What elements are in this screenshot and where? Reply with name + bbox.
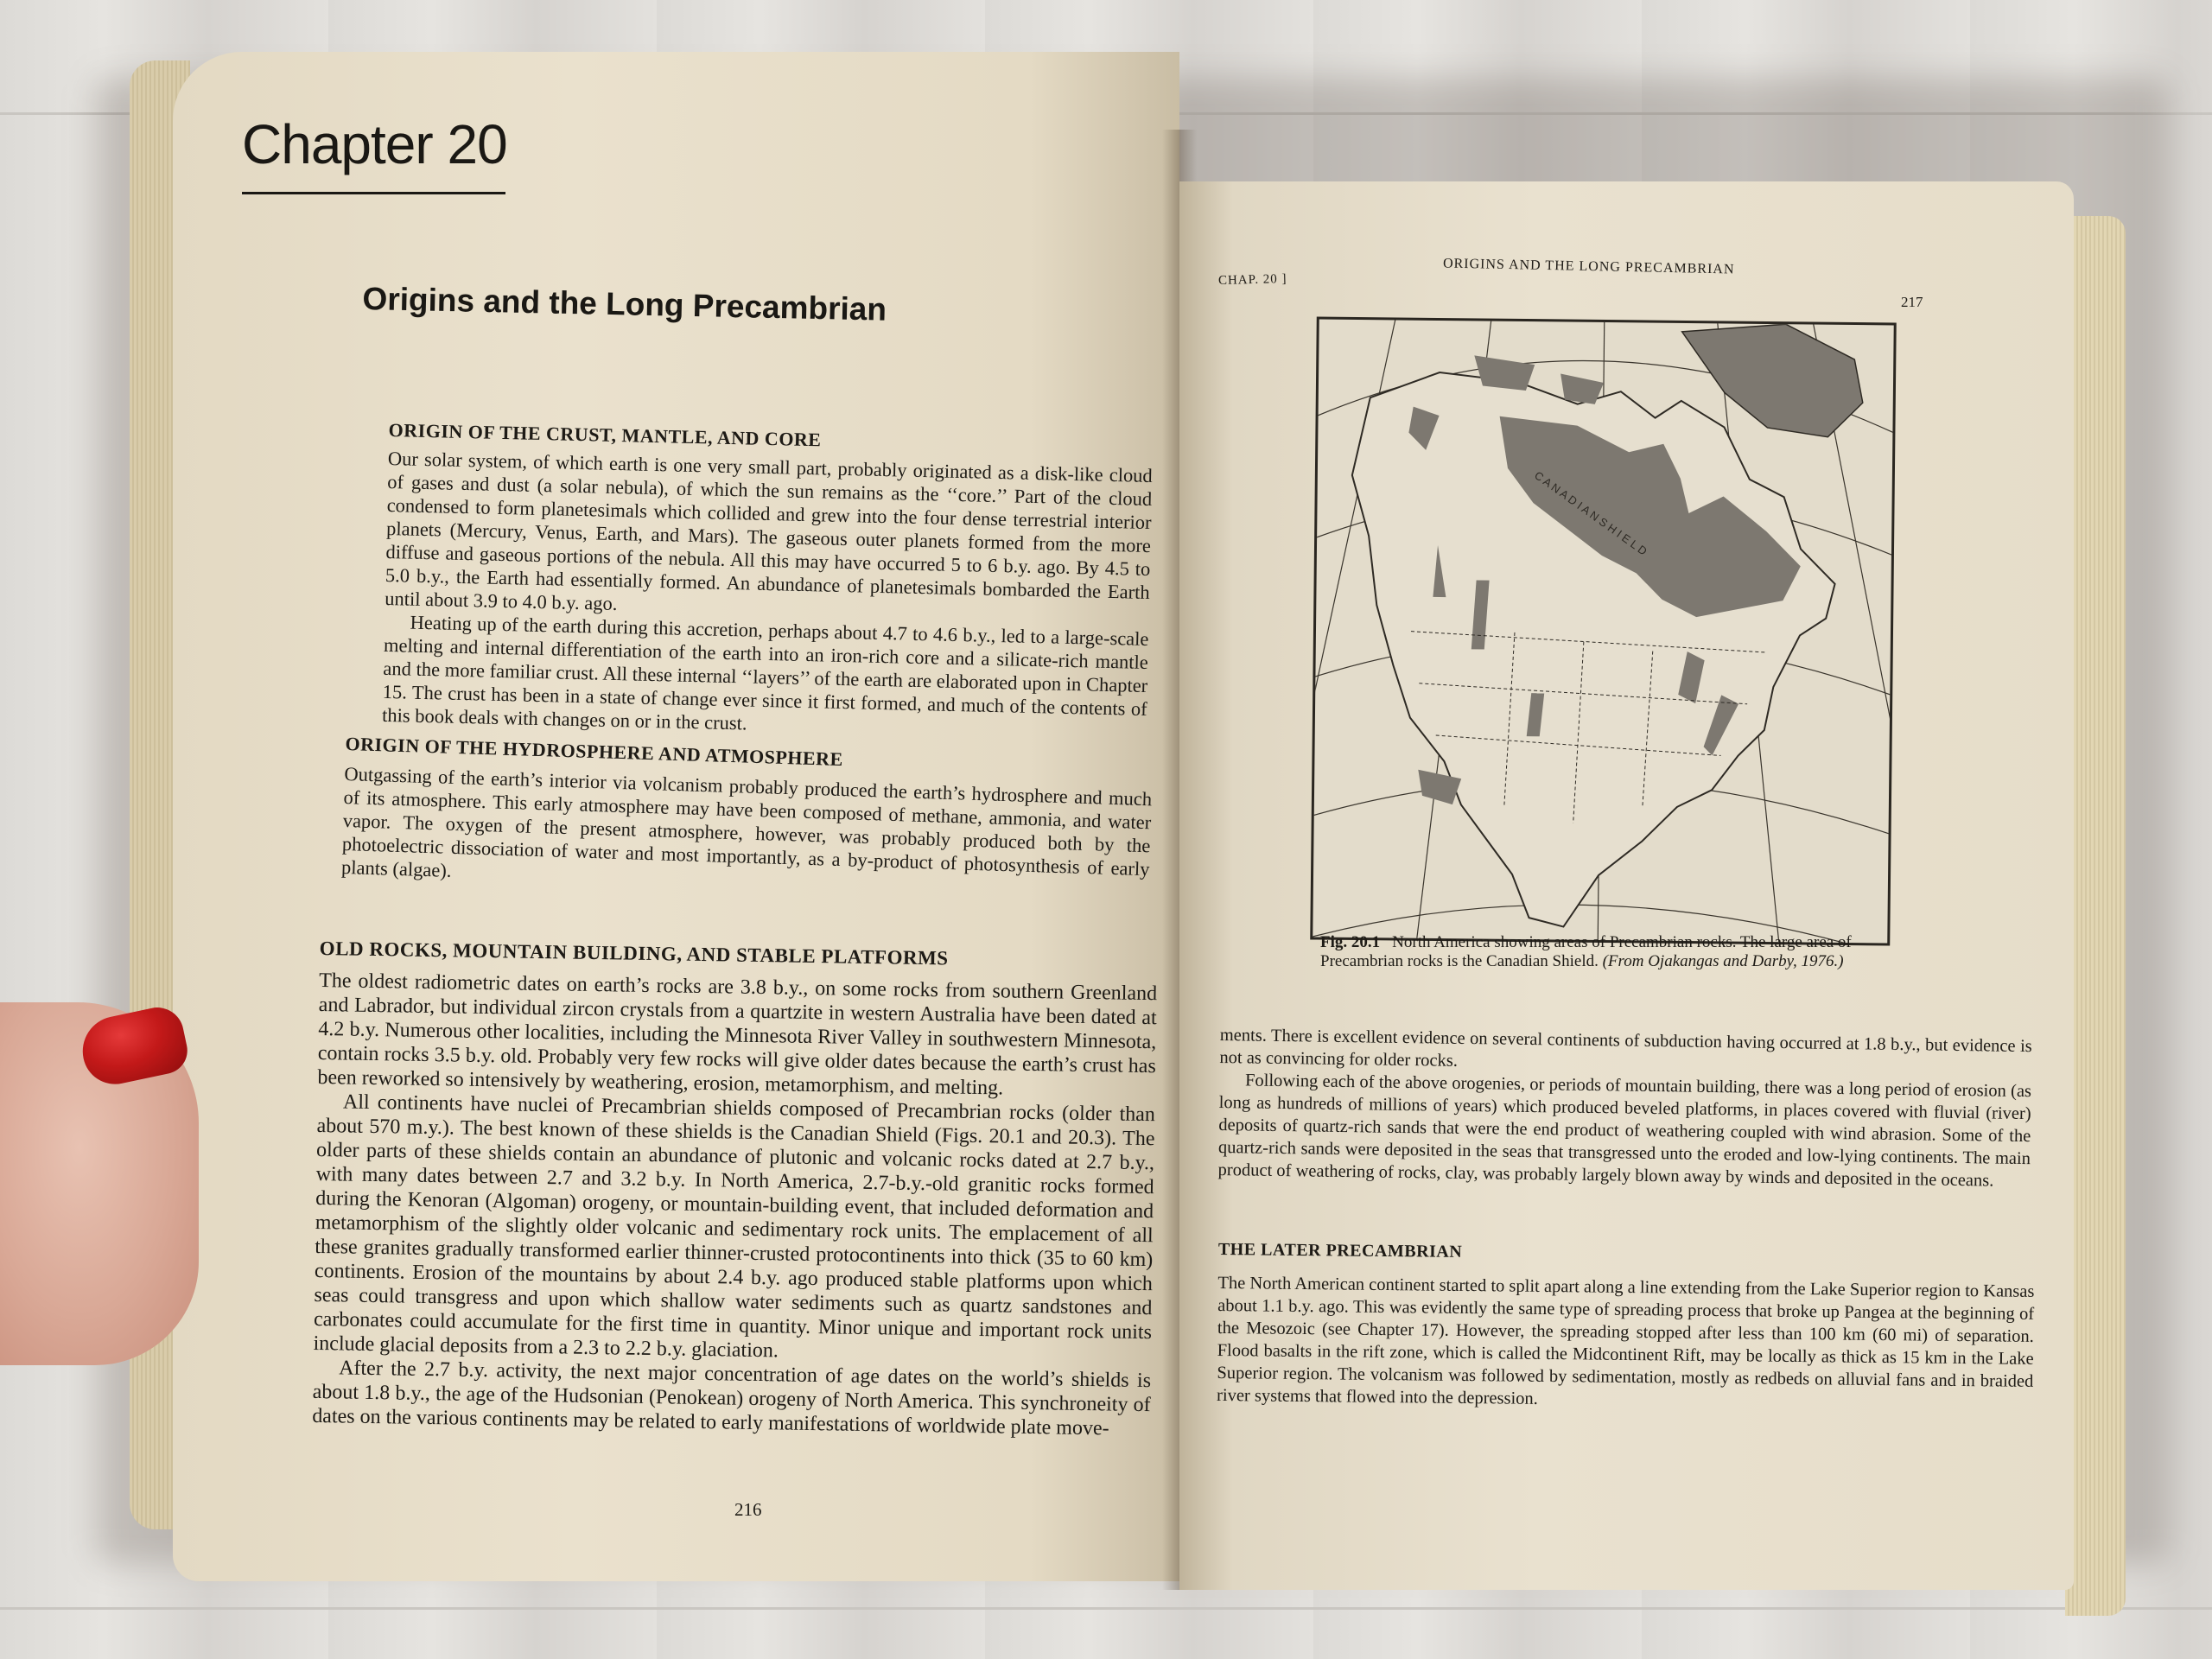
paragraph: Outgassing of the earth’s interior via volcanism probably produced the earth’s hydrosphere and much of its atmosphere. This early atmosphere may have been composed of methane, ammonia, and water vapor. The oxygen of the present atmosphere, however, was probably produced both by the photoelectric dissociation of water and most importantly, as a by-product of photosynthesis of early plants (algae). xyxy=(340,762,1153,881)
canadian-shield-label: C A N A D I A N S H I E L D xyxy=(1532,468,1649,558)
figure-credit: (From Ojakangas and Darby, 1976.) xyxy=(1602,952,1844,970)
north-america-map xyxy=(1313,320,1893,944)
chapter-title: Origins and the Long Precambrian xyxy=(362,281,887,327)
paragraph: Our solar system, of which earth is one very small part, probably originated as a disk-like cloud of gases and dust (a solar nebula), of which the sun remains as the ‘‘core.’’ Part of the cloud condensed to form planetesimals which collided and grew into the four dense terrestrial interior planets (Mercury, Venus, Earth, and Mars). The gaseous outer planets formed from the more diffuse and gaseous portions of the nebula. All this may have occurred 5 to 6 b.y. ago. By 4.5 to 5.0 b.y., the Earth had essentially formed. An abundance of planetesimals bombarded the Earth until about 3.9 to 4.0 b.y. ago. xyxy=(385,447,1154,615)
section-heading: ORIGIN OF THE CRUST, MANTLE, AND CORE xyxy=(388,419,822,451)
figure-map xyxy=(1310,317,1897,946)
figure-label: Fig. 20.1 xyxy=(1320,933,1381,951)
paragraph: The North American continent started to split apart along a line extending from the Lake Superior region to Kansas about 1.1 b.y. ago. This was evidently the same type of spreading process that broke up Pangea at the beginning of the Mesozoic (see Chapter 17). However, the spreading stopped after less than 100 km (60 mi) of separation. Flood basalts in the rift zone, which is called the Midcontinent Rift, may be locally as thick as 15 km in the Lake Superior region. The volcanism was followed by sedimentation, mostly as redbeds on alluvial fans and in braided river systems that flowed into the depression. xyxy=(1216,1273,2035,1408)
section-origin-crust xyxy=(382,419,1154,744)
floor-plank-seam xyxy=(0,1607,2212,1610)
page-edges-right xyxy=(2065,216,2126,1616)
figure-caption xyxy=(1320,933,1899,971)
arctic-island xyxy=(1474,355,1535,391)
paragraph: Heating up of the earth during this accretion, perhaps about 4.7 to 4.6 b.y., led to a large-scale melting and internal differentiation of the earth into an iron-rich core and a silicate-rich mantle and the more familiar crust. All these internal ‘‘layers’’ of the earth are elaborated upon in Chapter 15. The crust has been in a state of change ever since it first formed, and much of the contents of this book deals with changes on or in the crust. xyxy=(381,611,1149,734)
section-heading: THE LATER PRECAMBRIAN xyxy=(1217,1240,1463,1262)
running-head-title: ORIGINS AND THE LONG PRECAMBRIAN xyxy=(1442,256,1735,277)
section-heading: ORIGIN OF THE HYDROSPHERE AND ATMOSPHERE xyxy=(345,733,844,771)
paragraph: ments. There is excellent evidence on several continents of subduction having occurred at 1.8 b.y., but evidence is not as convincing for older rocks. xyxy=(1219,1025,2032,1071)
chapter-label: Chapter 20 xyxy=(242,113,507,175)
paragraph: All continents have nuclei of Precambrian shields composed of Precambrian rocks (older than about 570 m.y.). The best known of these shields is the Canadian Shield (Figs. 20.1 and 20.3). The older parts of these shields contain an abundance of plutonic and volcanic rocks dated at 2.7 b.y., with many dates between 2.7 and 3.2 b.y. In North America, 2.7-b.y.-old granitic rocks formed during the Kenoran (Algoman) orogeny, or mountain-building event, that included deformation and metamorphism of the slightly older volcanic and sedimentary rock units. The emplacement of all these granites gradually transformed earlier thinner-crusted protocontinents into thick (35 to 60 km) continents. Erosion of the mountains by about 2.4 b.y. ago produced stable platforms upon which seas could transgress and upon which shallow water sediments such as quartz sandstones and carbonates could accumulate for the first time in quantity. Minor unique and important rock units include glacial deposits from a 2.3 to 2.2 b.y. glaciation. xyxy=(313,1090,1156,1363)
right-body-text xyxy=(1217,1024,2031,1192)
paragraph: After the 2.7 b.y. activity, the next major concentration of age dates on the world’s shields is about 1.8 b.y., the age of the Hudsonian (Penokean) orogeny of North America. This synchroneity of dates on the various continents may be related to early manifestations of worldwide plate move- xyxy=(312,1357,1152,1440)
chapter-rule xyxy=(242,192,505,194)
running-head-chapter: CHAP. 20 ] xyxy=(1217,271,1287,289)
figure-caption-text: North America showing areas of Precambrian rocks. The large area of Precambrian rocks is the Canadian Shield. xyxy=(1320,933,1852,970)
section-later-precambrian xyxy=(1217,1240,2035,1415)
paragraph: Following each of the above orogenies, or periods of mountain building, there was a long period of erosion (as long as hundreds of millions of years) which produced beveled platforms, in places covered with fluvial (river) deposits of quartz-rich sands that were the end product of weathering coupled with wind abrasion. Some of the quartz-rich sands were deposited in the seas that transgressed unto the eroded and low-lying continents. The main product of weathering of rocks, clay, was probably largely blown away by winds and deposited in the oceans. xyxy=(1217,1071,2032,1191)
paragraph: The oldest radiometric dates on earth’s rocks are 3.8 b.y., on some rocks from southern Greenland and Labrador, but individual zircon crystals from a quartzite in western Australia have been dated at 4.2 b.y. Numerous other localities, including the Minnesota River Valley in southwestern Minnesota, contain rocks 3.5 b.y. old. Probably very few rocks will give older dates because the earth’s crust has been reworked so intensively by weathering, erosion, metamorphism, and melting. xyxy=(317,969,1158,1100)
section-heading: OLD ROCKS, MOUNTAIN BUILDING, AND STABLE PLATFORMS xyxy=(319,938,949,969)
page-number-left: 216 xyxy=(734,1499,762,1520)
section-old-rocks xyxy=(312,938,1158,1441)
section-origin-hydrosphere xyxy=(341,733,1154,904)
page-number-right: 217 xyxy=(1901,294,1923,310)
